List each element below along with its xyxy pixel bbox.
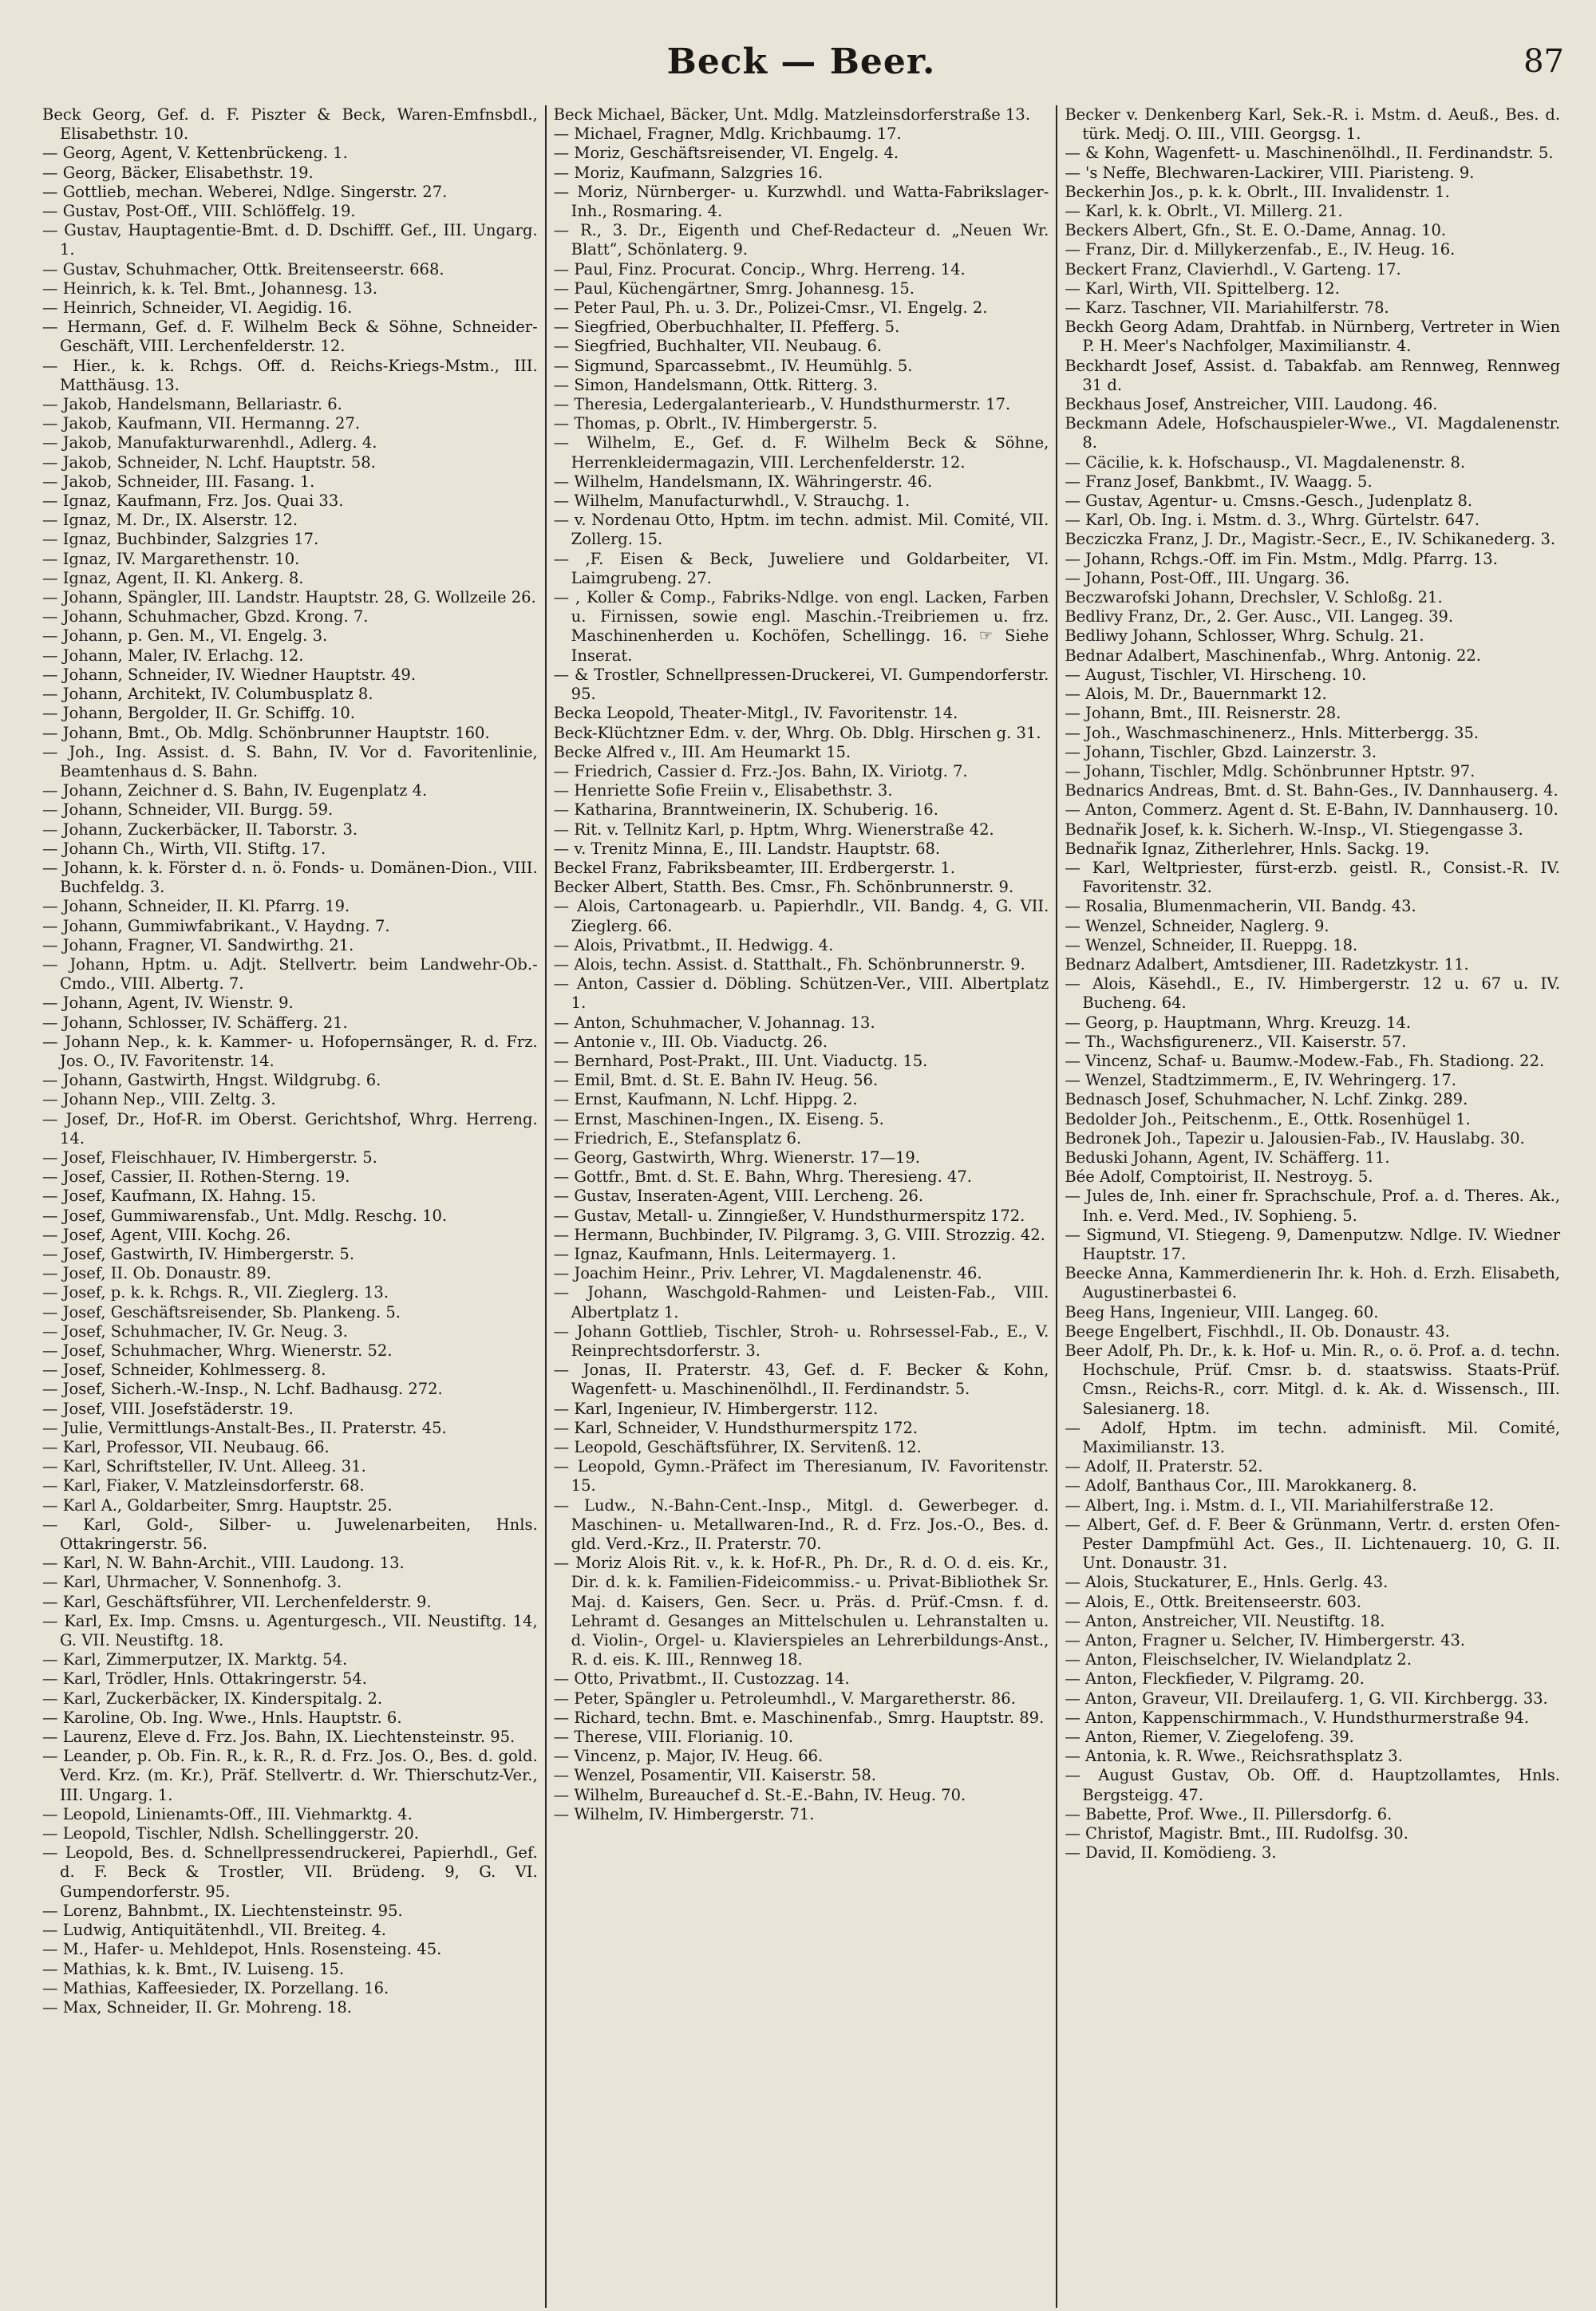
directory-entry: Beege Engelbert, Fischhdl., II. Ob. Donaustr. 43. [1065, 1321, 1450, 1341]
directory-entry: — Johann, Schneider, VII. Burgg. 59. [42, 800, 334, 820]
directory-entry: — Josef, Geschäftsreisender, Sb. Plankeng. 5. [42, 1302, 401, 1321]
directory-entry: — Gustav, Hauptagentie-Bmt. d. D. Dschifff. Gef., III. Ungarg. 1. [42, 221, 538, 259]
directory-entry: — M., Hafer- u. Mehldepot, Hnls. Rosensteing. 45. [42, 1940, 442, 1959]
directory-entry: — v. Trenitz Minna, E., III. Landstr. Hauptstr. 68. [553, 839, 941, 858]
column-3 [1056, 105, 1567, 2308]
directory-entry: — Karl, Uhrmacher, V. Sonnenhofg. 3. [42, 1573, 342, 1592]
directory-entry: Beeg Hans, Ingenieur, VIII. Langeg. 60. [1065, 1302, 1379, 1321]
directory-entry: — Johann, Fragner, VI. Sandwirthg. 21. [42, 935, 354, 954]
directory-entry: Beckmann Adele, Hofschauspieler-Wwe., VI. Magdalenenstr. 8. [1065, 414, 1561, 452]
directory-entry: — Karl, k. k. Obrlt., VI. Millerg. 21. [1065, 202, 1343, 221]
directory-entry: — Josef, Kaufmann, IX. Hahng. 15. [42, 1187, 316, 1206]
directory-entry: Beecke Anna, Kammerdienerin Ihr. k. Hoh. d. Erzh. Elisabeth, Augustinerbastei 6. [1065, 1264, 1561, 1302]
directory-entry: Bednasch Josef, Schuhmacher, N. Lchf. Zinkg. 289. [1065, 1090, 1468, 1109]
page-number: 87 [1523, 43, 1564, 80]
directory-entry: — Anton, Riemer, V. Ziegelofeng. 39. [1065, 1728, 1354, 1747]
directory-entry: — Karl, Wirth, VII. Spittelberg. 12. [1065, 279, 1340, 298]
directory-entry: Bednarz Adalbert, Amtsdiener, III. Radetzkystr. 11. [1065, 954, 1469, 974]
directory-entry: — Johann Nep., VIII. Zeltg. 3. [42, 1090, 276, 1109]
directory-entry: — Anton, Fragner u. Selcher, IV. Himbergerstr. 43. [1065, 1631, 1466, 1650]
directory-entry: — Karl, Gold-, Silber- u. Juwelenarbeiten, Hnls. Ottakringerstr. 56. [42, 1515, 538, 1554]
directory-entry: Beck-Klüchtzner Edm. v. der, Whrg. Ob. Dblg. Hirschen g. 31. [553, 723, 1041, 742]
directory-entry: — Josef, p. k. k. Rchgs. R., VII. Zieglerg. 13. [42, 1283, 389, 1302]
directory-entry: — Franz, Dir. d. Millykerzenfab., E., IV. Heug. 16. [1065, 240, 1456, 259]
directory-entry: — Karl, Ob. Ing. i. Mstm. d. 3., Whrg. Gürtelstr. 647. [1065, 511, 1480, 530]
directory-entry: — Lorenz, Bahnbmt., IX. Liechtensteinstr. 95. [42, 1901, 403, 1920]
directory-entry: — Karl, Fiaker, V. Matzleinsdorferstr. 68. [42, 1476, 365, 1495]
directory-entry: — Johann, Zuckerbäcker, II. Taborstr. 3. [42, 820, 358, 839]
directory-entry: — Alois, techn. Assist. d. Statthalt., Fh. Schönbrunnerstr. 9. [553, 954, 1025, 974]
directory-entry: Bednařik Ignaz, Zitherlehrer, Hnls. Sackg. 19. [1065, 839, 1430, 858]
directory-entry: — Johann, Waschgold-Rahmen- und Leisten-Fab., VIII. Albertplatz 1. [553, 1283, 1049, 1321]
directory-entry: — Josef, Sicherh.-W.-Insp., N. Lchf. Badhausg. 272. [42, 1380, 443, 1399]
directory-entry: — Max, Schneider, II. Gr. Mohreng. 18. [42, 1997, 352, 2017]
directory-entry: — Johann, Schuhmacher, Gbzd. Krong. 7. [42, 607, 369, 626]
directory-entry: — Ernst, Maschinen-Ingen., IX. Eiseng. 5. [553, 1109, 884, 1128]
directory-entry: Beckhaus Josef, Anstreicher, VIII. Laudong. 46. [1065, 395, 1438, 414]
directory-entry: — Alois, Käsehdl., E., IV. Himbergerstr. 12 u. 67 u. IV. Bucheng. 64. [1065, 974, 1561, 1013]
directory-entry: — Gottlieb, mechan. Weberei, Ndlge. Singerstr. 27. [42, 182, 448, 201]
directory-entry: — Thomas, p. Obrlt., IV. Himbergerstr. 5. [553, 414, 878, 433]
directory-entry: — Joh., Waschmaschinenerz., Hnls. Mitterbergg. 35. [1065, 723, 1479, 742]
directory-entry: — Moriz, Nürnberger- u. Kurzwhdl. und Watta-Fabrikslager-Inh., Rosmaring. 4. [553, 182, 1049, 221]
directory-entry: — Johann, Zeichner d. S. Bahn, IV. Eugenplatz 4. [42, 781, 428, 800]
directory-entry: — Antonie v., III. Ob. Viaductg. 26. [553, 1032, 828, 1051]
directory-entry: — & Kohn, Wagenfett- u. Maschinenölhdl., II. Ferdinandstr. 5. [1065, 144, 1554, 163]
directory-entry: — Anton, Commerz. Agent d. St. E-Bahn, IV. Dannhauserg. 10. [1065, 800, 1558, 820]
directory-entry: — Ignaz, Kaufmann, Frz. Jos. Quai 33. [42, 492, 344, 511]
directory-entry: Bedolder Joh., Peitschenm., E., Ottk. Rosenhügel 1. [1065, 1109, 1471, 1128]
directory-entry: — Richard, techn. Bmt. e. Maschinenfab., Smrg. Hauptstr. 89. [553, 1708, 1045, 1727]
directory-entry: — Johann, Schlosser, IV. Schäfferg. 21. [42, 1013, 348, 1032]
directory-entry: — Johann, p. Gen. M., VI. Engelg. 3. [42, 626, 328, 646]
directory-entry: — Karl, Professor, VII. Neubaug. 66. [42, 1438, 330, 1457]
directory-entry: — Karz. Taschner, VII. Mariahilferstr. 78. [1065, 298, 1389, 318]
directory-entry: — David, II. Komödieng. 3. [1065, 1843, 1277, 1863]
directory-entry: — , Koller & Comp., Fabriks-Ndlge. von engl. Lacken, Farben u. Firnissen, sowie engl. Maschin.-Treibriemen u. frz. Maschinenherden u. Kochöfen, Schellingg. 16. ☞ Siehe Inserat. [553, 588, 1049, 665]
column-2 [545, 105, 1057, 2308]
directory-entry: Bednarics Andreas, Bmt. d. St. Bahn-Ges., IV. Dannhauserg. 4. [1065, 781, 1558, 800]
directory-entry: — Karl, Geschäftsführer, VII. Lerchenfelderstr. 9. [42, 1592, 432, 1611]
directory-entry: — Theresia, Ledergalanteriearb., V. Hundsthurmerstr. 17. [553, 395, 1011, 414]
directory-entry: — Karl, N. W. Bahn-Archit., VIII. Laudong. 13. [42, 1554, 405, 1573]
directory-entry: — Wilhelm, Handelsmann, IX. Währingerstr. 46. [553, 472, 933, 491]
directory-entry: — Emil, Bmt. d. St. E. Bahn IV. Heug. 56. [553, 1071, 879, 1090]
directory-entry: — Johann, Schneider, II. Kl. Pfarrg. 19. [42, 897, 350, 916]
directory-entry: — Leopold, Linienamts-Off., III. Viehmarktg. 4. [42, 1804, 413, 1823]
directory-entry: — Josef, VIII. Josefstäderstr. 19. [42, 1399, 294, 1418]
directory-entry: — Wilhelm, Bureauchef d. St.-E.-Bahn, IV. Heug. 70. [553, 1785, 966, 1804]
directory-entry: — Josef, Agent, VIII. Kochg. 26. [42, 1225, 291, 1244]
directory-entry: — Rosalia, Blumenmacherin, VII. Bandg. 43. [1065, 897, 1416, 916]
directory-entry: — Adolf, Banthaus Cor., III. Marokkanerg. 8. [1065, 1476, 1417, 1495]
directory-entry: — Hermann, Gef. d. F. Wilhelm Beck & Söhne, Schneider-Geschäft, VIII. Lerchenfelderstr. 12. [42, 318, 538, 356]
page-header [35, 40, 1567, 93]
directory-entry: — Laurenz, Eleve d. Frz. Jos. Bahn, IX. Liechtensteinstr. 95. [42, 1728, 516, 1747]
directory-entry: — Josef, Schuhmacher, IV. Gr. Neug. 3. [42, 1321, 348, 1341]
directory-entry: — Johann Nep., k. k. Kammer- u. Hofopernsänger, R. d. Frz. Jos. O., IV. Favoritenstr. 14. [42, 1032, 538, 1070]
directory-entry: — Wenzel, Stadtzimmerm., E, IV. Wehringerg. 17. [1065, 1071, 1456, 1090]
directory-entry: — Jakob, Schneider, N. Lchf. Hauptstr. 58. [42, 452, 376, 472]
directory-entry: — Rit. v. Tellnitz Karl, p. Hptm, Whrg. Wienerstraße 42. [553, 820, 994, 839]
directory-entry: — Jonas, II. Praterstr. 43, Gef. d. F. Becker & Kohn, Wagenfett- u. Maschinenölhdl., II. Ferdinandstr. 5. [553, 1361, 1049, 1399]
directory-entry: — Simon, Handelsmann, Ottk. Ritterg. 3. [553, 375, 879, 394]
directory-entry: Becker v. Denkenberg Karl, Sek.-R. i. Mstm. d. Aeuß., Bes. d. türk. Medj. O. III., VIII. Georgsg. 1. [1065, 105, 1561, 144]
directory-entry: — Josef, II. Ob. Donaustr. 89. [42, 1264, 271, 1283]
directory-entry: — Johann, Spängler, III. Landstr. Hauptstr. 28, G. Wollzeile 26. [42, 588, 536, 607]
directory-entry: — Karoline, Ob. Ing. Wwe., Hnls. Hauptstr. 6. [42, 1708, 402, 1727]
directory-entry: Beer Adolf, Ph. Dr., k. k. Hof- u. Min. R., o. ö. Prof. a. d. techn. Hochschule, Prüf. Cmsr. b. d. staatswiss. Staats-Prüf. Cmsn., Reichs-R., corr. Mitgl. d. k. Ak. d. Wissensch., III. Salesianerg. 18. [1065, 1341, 1561, 1418]
directory-entry: — Johann Gottlieb, Tischler, Stroh- u. Rohrsessel-Fab., E., V. Reinprechtsdorferstr. 3. [553, 1321, 1049, 1360]
directory-entry: Bedronek Joh., Tapezir u. Jalousien-Fab., IV. Hauslabg. 30. [1065, 1128, 1525, 1148]
directory-entry: Beckers Albert, Gfn., St. E. O.-Dame, Annag. 10. [1065, 221, 1447, 240]
directory-entry: — Wenzel, Posamentir, VII. Kaiserstr. 58. [553, 1766, 876, 1785]
directory-entry: — Mathias, k. k. Bmt., IV. Luiseng. 15. [42, 1959, 345, 1978]
directory-entry: — Gustav, Schuhmacher, Ottk. Breitenseerstr. 668. [42, 259, 444, 279]
directory-entry: — Josef, Schneider, Kohlmesserg. 8. [42, 1361, 326, 1380]
directory-entry: Beck Michael, Bäcker, Unt. Mdlg. Matzleinsdorferstraße 13. [553, 105, 1031, 124]
directory-entry: Beckh Georg Adam, Drahtfab. in Nürnberg, Vertreter in Wien P. H. Meer's Nachfolger, Maximilianstr. 4. [1065, 318, 1561, 356]
directory-entry: — Babette, Prof. Wwe., II. Pillersdorfg. 6. [1065, 1804, 1393, 1823]
directory-entry: — Karl, Trödler, Hnls. Ottakringerstr. 54. [42, 1669, 367, 1689]
directory-entry: — Michael, Fragner, Mdlg. Krichbaumg. 17. [553, 124, 902, 144]
directory-entry: — Cäcilie, k. k. Hofschausp., VI. Magdalenenstr. 8. [1065, 452, 1466, 472]
directory-entry: — Alois, E., Ottk. Breitenseerstr. 603. [1065, 1592, 1362, 1611]
directory-entry: — Paul, Küchengärtner, Smrg. Johannesg. 15. [553, 279, 915, 298]
directory-entry: — Josef, Gastwirth, IV. Himbergerstr. 5. [42, 1244, 355, 1263]
directory-entry: — August, Tischler, VI. Hirscheng. 10. [1065, 665, 1367, 684]
directory-entry: Beduski Johann, Agent, IV. Schäfferg. 11. [1065, 1148, 1390, 1167]
directory-entry: — Sigmund, VI. Stiegeng. 9, Damenputzw. Ndlge. IV. Wiedner Hauptstr. 17. [1065, 1225, 1561, 1263]
directory-entry: — Adolf, II. Praterstr. 52. [1065, 1457, 1263, 1476]
directory-entry: — Sigmund, Sparcassebmt., IV. Heumühlg. 5. [553, 356, 913, 375]
directory-entry: Beckel Franz, Fabriksbeamter, III. Erdbergerstr. 1. [553, 858, 956, 877]
directory-entry: Becke Alfred v., III. Am Heumarkt 15. [553, 742, 851, 761]
directory-entry: — Ernst, Kaufmann, N. Lchf. Hippg. 2. [553, 1090, 858, 1109]
directory-entry: — Christof, Magistr. Bmt., III. Rudolfsg. 30. [1065, 1824, 1408, 1843]
running-head: Beck — Beer. [666, 41, 936, 82]
directory-entry: Becker Albert, Statth. Bes. Cmsr., Fh. Schönbrunnerstr. 9. [553, 878, 1014, 897]
directory-entry: Beckhardt Josef, Assist. d. Tabakfab. am Rennweg, Rennweg 31 d. [1065, 356, 1561, 394]
directory-entry: Bednar Adalbert, Maschinenfab., Whrg. Antonig. 22. [1065, 646, 1482, 665]
directory-entry: — Johann, Bmt., III. Reisnerstr. 28. [1065, 704, 1341, 723]
directory-entry: — Josef, Dr., Hof-R. im Oberst. Gerichtshof, Whrg. Herreng. 14. [42, 1109, 538, 1148]
directory-entry: — Ignaz, Kaufmann, Hnls. Leitermayerg. 1. [553, 1244, 897, 1263]
directory-entry: — Johann, Hptm. u. Adjt. Stellvertr. beim Landwehr-Ob.-Cmdo., VIII. Albertg. 7. [42, 954, 538, 994]
directory-entry: — Johann, Rchgs.-Off. im Fin. Mstm., Mdlg. Pfarrg. 13. [1065, 549, 1498, 568]
directory-entry: — Jules de, Inh. einer fr. Sprachschule, Prof. a. d. Theres. Ak., Inh. e. Verd. Med., IV. Sophieng. 5. [1065, 1187, 1561, 1225]
directory-entry: — Wenzel, Schneider, Naglerg. 9. [1065, 916, 1329, 935]
directory-entry: — Antonia, k. R. Wwe., Reichsrathsplatz 3. [1065, 1747, 1403, 1766]
directory-entry: — Siegfried, Oberbuchhalter, II. Pfefferg. 5. [553, 318, 900, 337]
directory-entry: — Karl, Schneider, V. Hundsthurmerspitz 172. [553, 1418, 918, 1437]
directory-entry: — Ludwig, Antiquitätenhdl., VII. Breiteg. 4. [42, 1921, 386, 1940]
directory-entry: — Alois, Privatbmt., II. Hedwigg. 4. [553, 935, 834, 954]
directory-entry: — Anton, Schuhmacher, V. Johannag. 13. [553, 1013, 875, 1032]
directory-entry: — Jakob, Schneider, III. Fasang. 1. [42, 472, 315, 491]
directory-entry: — Leopold, Geschäftsführer, IX. Servitenß. 12. [553, 1438, 922, 1457]
directory-entry: — Leander, p. Ob. Fin. R., k. R., R. d. Frz. Jos. O., Bes. d. gold. Verd. Krz. (m. Kr.), Präf. Stellvertr. d. Wr. Thierschutz-Ver., III. Ungarg. 1. [42, 1747, 538, 1804]
directory-entry: — Karl, Ingenieur, IV. Himbergerstr. 112. [553, 1399, 879, 1418]
directory-entry: — Johann, Bergolder, II. Gr. Schiffg. 10. [42, 704, 355, 723]
directory-entry: — Johann, Bmt., Ob. Mdlg. Schönbrunner Hauptstr. 160. [42, 723, 490, 742]
directory-entry: — Ignaz, IV. Margarethenstr. 10. [42, 549, 300, 568]
directory-entry: Beczwarofski Johann, Drechsler, V. Schloßg. 21. [1065, 588, 1443, 607]
directory-entry: — Friedrich, E., Stefansplatz 6. [553, 1128, 802, 1148]
directory-entry: Becka Leopold, Theater-Mitgl., IV. Favoritenstr. 14. [553, 704, 958, 723]
directory-entry: — August Gustav, Ob. Off. d. Hauptzollamtes, Hnls. Bergsteigg. 47. [1065, 1766, 1561, 1804]
directory-entry: — Leopold, Gymn.-Präfect im Theresianum, IV. Favoritenstr. 15. [553, 1457, 1049, 1495]
directory-entry: — Ludw., N.-Bahn-Cent.-Insp., Mitgl. d. Gewerbeger. d. Maschinen- u. Metallwaren-Ind., R. d. Frz. Jos.-O., Bes. d. gld. Verd.-Krz., II. Praterstr. 70. [553, 1495, 1049, 1554]
directory-entry: — Heinrich, Schneider, VI. Aegidig. 16. [42, 298, 353, 318]
directory-entry: — Vincenz, p. Major, IV. Heug. 66. [553, 1747, 824, 1766]
directory-entry: — Anton, Kappenschirmmach., V. Hundsthurmerstraße 94. [1065, 1708, 1530, 1727]
directory-entry: — 's Neffe, Blechwaren-Lackirer, VIII. Piaristeng. 9. [1065, 163, 1475, 182]
directory-entry: — Anton, Fleischselcher, IV. Wielandplatz 2. [1065, 1650, 1412, 1669]
directory-entry: — Johann, Gastwirth, Hngst. Wildgrubg. 6. [42, 1071, 381, 1090]
directory-entry: — Karl, Zuckerbäcker, IX. Kinderspitalg. 2. [42, 1689, 383, 1708]
directory-columns [35, 105, 1567, 2308]
directory-entry: — Siegfried, Buchhalter, VII. Neubaug. 6. [553, 337, 883, 356]
directory-entry: — Josef, Cassier, II. Rothen-Sterng. 19. [42, 1167, 350, 1187]
directory-entry: — Gustav, Post-Off., VIII. Schlöffelg. 19. [42, 202, 356, 221]
directory-entry: — Henriette Sofie Freiin v., Elisabethstr. 3. [553, 781, 893, 800]
directory-entry: Bedlivy Franz, Dr., 2. Ger. Ausc., VII. Langeg. 39. [1065, 607, 1454, 626]
directory-entry: — Johann, Agent, IV. Wienstr. 9. [42, 994, 294, 1013]
directory-entry: Bednařik Josef, k. k. Sicherh. W.-Insp., VI. Stiegengasse 3. [1065, 820, 1523, 839]
directory-entry: — Julie, Vermittlungs-Anstalt-Bes., II. Praterstr. 45. [42, 1418, 447, 1437]
directory-entry: — Johann, Post-Off., III. Ungarg. 36. [1065, 568, 1350, 587]
directory-entry: — Anton, Fleckfieder, V. Pilgramg. 20. [1065, 1669, 1365, 1689]
directory-entry: — Ignaz, M. Dr., IX. Alserstr. 12. [42, 511, 298, 530]
directory-entry: — Georg, Bäcker, Elisabethstr. 19. [42, 163, 314, 182]
directory-entry: — Wenzel, Schneider, II. Rueppg. 18. [1065, 935, 1358, 954]
directory-entry: — Georg, Agent, V. Kettenbrückeng. 1. [42, 144, 348, 163]
directory-entry: Bée Adolf, Comptoirist, II. Nestroyg. 5. [1065, 1167, 1373, 1187]
directory-entry: — Johann, Architekt, IV. Columbusplatz 8. [42, 685, 373, 704]
directory-entry: — Wilhelm, IV. Himbergerstr. 71. [553, 1804, 815, 1823]
directory-entry: Becziczka Franz, J. Dr., Magistr.-Secr., E., IV. Schikanederg. 3. [1065, 530, 1556, 549]
directory-entry: — Anton, Anstreicher, VII. Neustiftg. 18. [1065, 1611, 1385, 1630]
directory-entry: — Albert, Gef. d. F. Beer & Grünmann, Vertr. d. ersten Ofen-Pester Dampfmühl Act. Ges., II. Lichtenauerg. 10, G. II. Unt. Donaustr. 31. [1065, 1515, 1561, 1573]
directory-entry: — Heinrich, k. k. Tel. Bmt., Johannesg. 13. [42, 279, 378, 298]
directory-entry: — Georg, p. Hauptmann, Whrg. Kreuzg. 14. [1065, 1013, 1412, 1032]
directory-entry: — Vincenz, Schaf- u. Baumw.-Modew.-Fab., Fh. Stadiong. 22. [1065, 1051, 1545, 1070]
directory-entry: — Peter Paul, Ph. u. 3. Dr., Polizei-Cmsr., VI. Engelg. 2. [553, 298, 988, 318]
directory-entry: — Leopold, Tischler, Ndlsh. Schellinggerstr. 20. [42, 1824, 419, 1843]
directory-entry: — Hier., k. k. Rchgs. Off. d. Reichs-Kriegs-Mstm., III. Matthäusg. 13. [42, 356, 538, 394]
directory-entry: — Georg, Gastwirth, Whrg. Wienerstr. 17—19. [553, 1148, 920, 1167]
directory-entry: — Ignaz, Buchbinder, Salzgries 17. [42, 530, 319, 549]
directory-entry: — Leopold, Bes. d. Schnellpressendruckerei, Papierhdl., Gef. d. F. Beck & Trostler, VII. Brüdeng. 9, G. VI. Gumpendorferstr. 95. [42, 1843, 538, 1901]
directory-entry: — Johann, Tischler, Gbzd. Lainzerstr. 3. [1065, 742, 1377, 761]
directory-entry: — Gustav, Metall- u. Zinngießer, V. Hundsthurmerspitz 172. [553, 1206, 1025, 1225]
directory-entry: — Josef, Schuhmacher, Whrg. Wienerstr. 52. [42, 1341, 393, 1360]
directory-entry: — Johann, Tischler, Mdlg. Schönbrunner Hptstr. 97. [1065, 761, 1476, 780]
directory-entry: — Peter, Spängler u. Petroleumhdl., V. Margaretherstr. 86. [553, 1689, 1016, 1708]
directory-entry: — Joh., Ing. Assist. d. S. Bahn, IV. Vor d. Favoritenlinie, Beamtenhaus d. S. Bahn. [42, 742, 538, 780]
directory-entry: — Jakob, Handelsmann, Bellariastr. 6. [42, 395, 342, 414]
directory-entry: — R., 3. Dr., Eigenth und Chef-Redacteur d. „Neuen Wr. Blatt“, Schönlaterg. 9. [553, 221, 1049, 259]
directory-entry: Bedliwy Johann, Schlosser, Whrg. Schulg. 21. [1065, 626, 1424, 646]
directory-entry: — Karl, Schriftsteller, IV. Unt. Alleeg. 31. [42, 1457, 366, 1476]
directory-entry: — Karl, Weltpriester, fürst-erzb. geistl. R., Consist.-R. IV. Favoritenstr. 32. [1065, 858, 1561, 897]
directory-entry: — Gustav, Agentur- u. Cmsns.-Gesch., Judenplatz 8. [1065, 492, 1473, 511]
directory-entry: — Otto, Privatbmt., II. Custozzag. 14. [553, 1669, 850, 1689]
directory-entry: — Therese, VIII. Florianig. 10. [553, 1728, 794, 1747]
directory-entry: — Moriz, Geschäftsreisender, VI. Engelg. 4. [553, 144, 899, 163]
directory-entry: — Ignaz, Agent, II. Kl. Ankerg. 8. [42, 568, 304, 587]
directory-entry: — Alois, Stuckaturer, E., Hnls. Gerlg. 43. [1065, 1573, 1389, 1592]
directory-entry: — Alois, M. Dr., Bauernmarkt 12. [1065, 685, 1327, 704]
directory-entry: — Paul, Finz. Procurat. Concip., Whrg. Herreng. 14. [553, 259, 966, 279]
directory-entry: — Franz Josef, Bankbmt., IV. Waagg. 5. [1065, 472, 1373, 491]
directory-entry: — Johann, Maler, IV. Erlachg. 12. [42, 646, 304, 665]
directory-entry: — Th., Wachsfigurenerz., VII. Kaiserstr. 57. [1065, 1032, 1407, 1051]
directory-entry: — Gustav, Inseraten-Agent, VIII. Lercheng. 26. [553, 1187, 924, 1206]
directory-entry: — Josef, Fleischhauer, IV. Himbergerstr. 5. [42, 1148, 377, 1167]
directory-entry: — Wilhelm, Manufacturwhdl., V. Strauchg. 1. [553, 492, 911, 511]
directory-entry: — Mathias, Kaffeesieder, IX. Porzellang. 16. [42, 1978, 389, 1997]
directory-entry: — Bernhard, Post-Prakt., III. Unt. Viaductg. 15. [553, 1051, 928, 1070]
directory-entry: — Karl A., Goldarbeiter, Smrg. Hauptstr. 25. [42, 1495, 393, 1515]
directory-entry: — Moriz Alois Rit. v., k. k. Hof-R., Ph. Dr., R. d. O. d. eis. Kr., Dir. d. k. k. Familien-Fideicommiss.- u. Privat-Bibliothek Sr. Maj. d. Kaisers, Gen. Secr. u. Präs. d. Prüf.-Cmsn. f. d. Lehramt d. Gesanges an Mittelschulen u. Lehranstalten u. d. Violin-, Orgel- u. Klavierspieles an Lehrerbildungs-Anst., R. d. eis. K. III., Rennweg 18. [553, 1554, 1049, 1669]
directory-entry: — Johann, k. k. Förster d. n. ö. Fonds- u. Domänen-Dion., VIII. Buchfeldg. 3. [42, 858, 538, 897]
directory-entry: — Jakob, Manufakturwarenhdl., Adlerg. 4. [42, 433, 377, 452]
directory-entry: — Gottfr., Bmt. d. St. E. Bahn, Whrg. Theresieng. 47. [553, 1167, 972, 1187]
directory-entry: — Hermann, Buchbinder, IV. Pilgramg. 3, G. VIII. Strozzig. 42. [553, 1225, 1045, 1244]
directory-entry: — ,F. Eisen & Beck, Juweliere und Goldarbeiter, VI. Laimgrubeng. 27. [553, 549, 1049, 587]
directory-entry: — Adolf, Hptm. im techn. adminisft. Mil. Comité, Maximilianstr. 13. [1065, 1418, 1561, 1457]
directory-entry: — Johann Ch., Wirth, VII. Stiftg. 17. [42, 839, 326, 858]
directory-entry: — Johann, Gummiwfabrikant., V. Haydng. 7. [42, 916, 390, 935]
directory-entry: — Friedrich, Cassier d. Frz.-Jos. Bahn, IX. Viriotg. 7. [553, 761, 968, 780]
directory-entry: — v. Nordenau Otto, Hptm. im techn. admist. Mil. Comité, VII. Zollerg. 15. [553, 511, 1049, 549]
directory-entry: — Moriz, Kaufmann, Salzgries 16. [553, 163, 824, 182]
directory-entry: — Jakob, Kaufmann, VII. Hermanng. 27. [42, 414, 361, 433]
directory-entry: — Wilhelm, E., Gef. d. F. Wilhelm Beck & Söhne, Herrenkleidermagazin, VIII. Lerchenfelderstr. 12. [553, 433, 1049, 472]
column-1 [35, 105, 545, 2308]
directory-entry: — Anton, Graveur, VII. Dreilauferg. 1, G. VII. Kirchbergg. 33. [1065, 1689, 1548, 1708]
directory-entry: — Johann, Schneider, IV. Wiedner Hauptstr. 49. [42, 665, 417, 684]
directory-entry: — Albert, Ing. i. Mstm. d. I., VII. Mariahilferstraße 12. [1065, 1495, 1494, 1515]
directory-entry: — & Trostler, Schnellpressen-Druckerei, VI. Gumpendorferstr. 95. [553, 665, 1049, 704]
directory-entry: — Karl, Ex. Imp. Cmsns. u. Agenturgesch., VII. Neustiftg. 14, G. VII. Neustiftg. 18. [42, 1611, 538, 1650]
directory-entry: — Anton, Cassier d. Döbling. Schützen-Ver., VIII. Albertplatz 1. [553, 974, 1049, 1013]
directory-entry: Beckerhin Jos., p. k. k. Obrlt., III. Invalidenstr. 1. [1065, 182, 1450, 201]
directory-entry: — Alois, Cartonagearb. u. Papierhdlr., VII. Bandg. 4, G. VII. Zieglerg. 66. [553, 897, 1049, 935]
directory-entry: Beckert Franz, Clavierhdl., V. Garteng. 17. [1065, 259, 1401, 279]
directory-entry: — Karl, Zimmerputzer, IX. Marktg. 54. [42, 1650, 348, 1669]
directory-entry: Beck Georg, Gef. d. F. Piszter & Beck, Waren-Emfnsbdl., Elisabethstr. 10. [42, 105, 538, 144]
directory-entry: — Josef, Gummiwarensfab., Unt. Mdlg. Reschg. 10. [42, 1206, 448, 1225]
directory-entry: — Katharina, Branntweinerin, IX. Schuberig. 16. [553, 800, 938, 820]
directory-entry: — Joachim Heinr., Priv. Lehrer, VI. Magdalenenstr. 46. [553, 1264, 982, 1283]
